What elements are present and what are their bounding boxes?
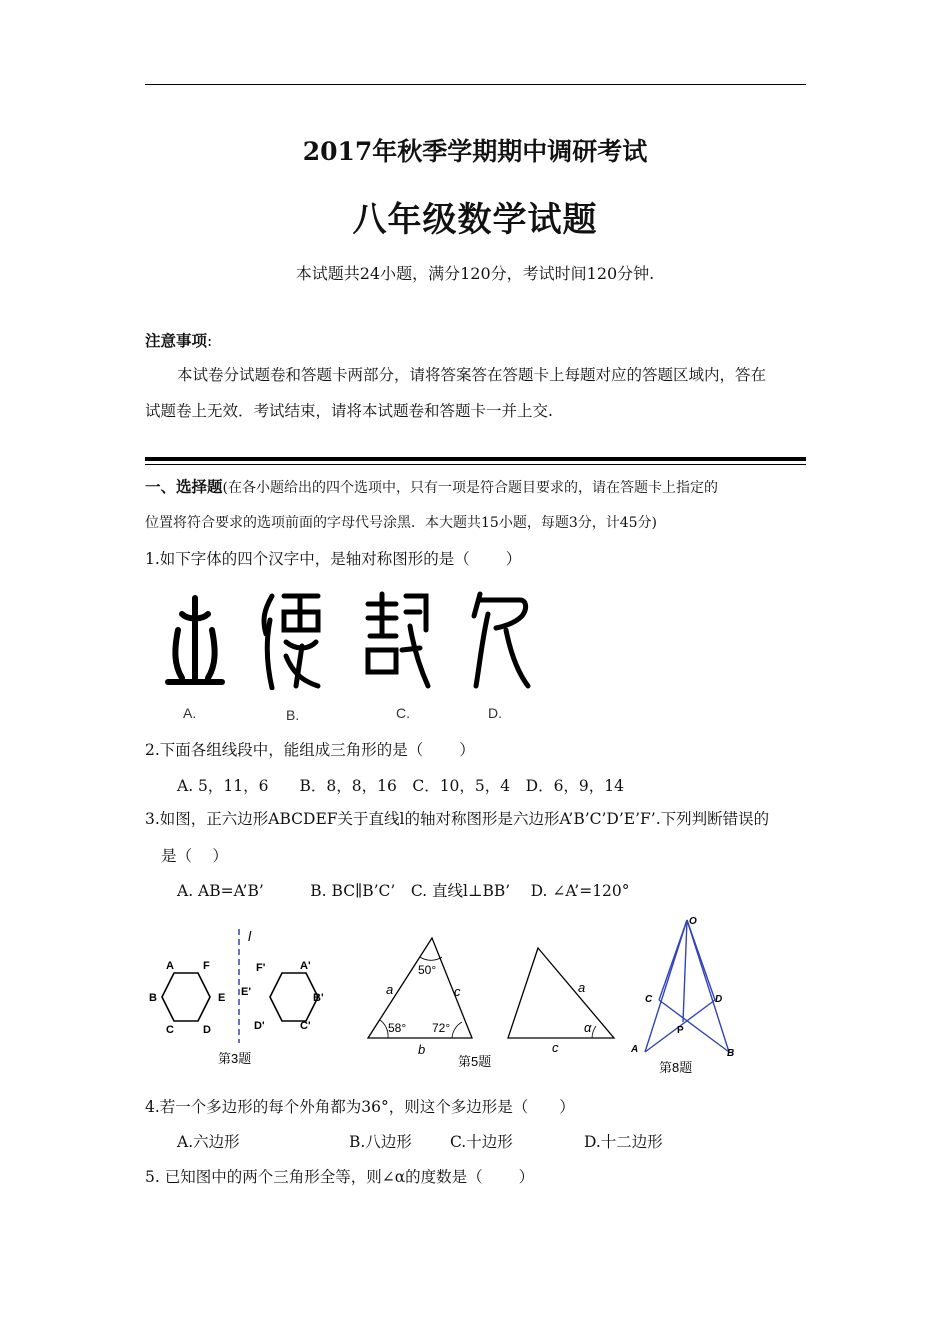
tri2-side-c: c: [552, 1040, 559, 1055]
figure-3-hexagons: [140, 925, 340, 1070]
tri2-angle: α: [584, 1020, 592, 1035]
q3-stem-1: 3.如图，正六边形ABCDEF关于直线l的轴对称图形是六边形A’B’C’D’E’F’.下列判断错误的: [145, 810, 770, 828]
hex-left-c: C: [166, 1024, 174, 1036]
hex-right-f: F': [256, 962, 266, 974]
section-rule-thin: [145, 464, 806, 465]
fig3-caption: 第3题: [218, 1051, 252, 1066]
hex-right-b: B': [313, 992, 324, 1004]
section1-desc-1: (在各小题给出的四个选项中，只有一项是符合题目要求的，请在答题卡上指定的: [222, 480, 718, 496]
hex-left-e: E: [218, 992, 226, 1004]
seal-char-a: [160, 590, 230, 690]
fig8-a: A: [631, 1044, 639, 1055]
section-rule-thick: [145, 457, 806, 461]
fig8-caption: 第8题: [659, 1060, 693, 1075]
exam-title: 2017年秋季学期期中调研考试: [302, 137, 648, 166]
fig8-b: B: [727, 1048, 735, 1059]
q3-options: A. AB=A’B’ B. BC∥B’C’ C. 直线l⊥BB’ D. ∠A’=120°: [177, 882, 630, 900]
q4-option-a: A.六边形: [177, 1133, 240, 1151]
figure-5-triangles: [360, 930, 625, 1075]
fig5-caption: 第5题: [458, 1054, 492, 1069]
notice-heading-colon: :: [207, 332, 213, 350]
tri1-right-angle: 72°: [432, 1021, 451, 1035]
hex-right-c: C': [300, 1020, 311, 1032]
exam-info: 本试题共24小题，满分120分，考试时间120分钟.: [295, 264, 655, 283]
line-l-label: l: [248, 928, 252, 944]
tri1-top-angle: 50°: [418, 963, 437, 977]
hex-left-a: A: [166, 960, 174, 972]
section1-title: 一、选择题: [145, 477, 223, 496]
notice-line-1: 本试卷分试题卷和答题卡两部分，请将答案答在答题卡上每题对应的答题区域内，答在: [177, 366, 767, 384]
hex-right-a: A': [300, 960, 311, 972]
q2-stem: 2.下面各组线段中，能组成三角形的是（ ）: [145, 741, 475, 759]
q1-label-a: A.: [183, 705, 197, 721]
section1-desc-2: 位置将符合要求的选项前面的字母代号涂黑．本大题共15小题，每题3分，计45分): [145, 515, 657, 531]
q5-stem: 5. 已知图中的两个三角形全等，则∠α的度数是（ ）: [145, 1168, 535, 1186]
q1-label-d: D.: [488, 705, 502, 721]
tri1-side-c: c: [454, 984, 461, 999]
fig8-d: D: [715, 994, 723, 1005]
q3-stem-2: 是（ ）: [161, 847, 228, 865]
q1-label-c: C.: [396, 705, 410, 721]
tri1-side-a: a: [386, 982, 394, 997]
q4-option-b: B.八边形: [349, 1133, 412, 1151]
subject-title: 八年级数学试题: [352, 200, 598, 240]
seal-char-d: [466, 590, 536, 690]
figure-8-kite: [625, 912, 745, 1080]
section1-line-1: [145, 477, 718, 498]
fig8-o: O: [689, 916, 697, 927]
hex-right-d: D': [254, 1020, 265, 1032]
q1-stem: 1.如下字体的四个汉字中，是轴对称图形的是（ ）: [145, 550, 522, 568]
q4-option-d: D.十二边形: [584, 1133, 663, 1151]
q4-option-c: C.十边形: [450, 1133, 513, 1151]
notice-line-2: 试题卷上无效．考试结束，请将本试题卷和答题卡一并上交.: [145, 402, 553, 420]
top-rule: [145, 84, 806, 85]
hex-left-b: B: [149, 992, 157, 1004]
seal-char-b: [256, 590, 326, 690]
notice-heading: [145, 331, 212, 351]
seal-char-c: [362, 590, 432, 690]
q4-stem: 4.若一个多边形的每个外角都为36°，则这个多边形是（ ）: [145, 1098, 575, 1116]
fig8-p: P: [677, 1025, 684, 1036]
tri1-left-angle: 58°: [388, 1021, 407, 1035]
tri1-side-b: b: [418, 1042, 426, 1057]
q2-options: A. 5，11，6 B．8，8，16 C．10，5，4 D．6，9，14: [177, 777, 625, 795]
hex-left-d: D: [203, 1024, 211, 1036]
fig8-c: C: [645, 994, 653, 1005]
hex-right-e: E': [241, 986, 251, 998]
tri2-side-a: a: [578, 980, 586, 995]
q1-label-b: B.: [286, 707, 300, 723]
hex-left-f: F: [203, 960, 210, 972]
notice-heading-text: 注意事项: [145, 331, 208, 350]
